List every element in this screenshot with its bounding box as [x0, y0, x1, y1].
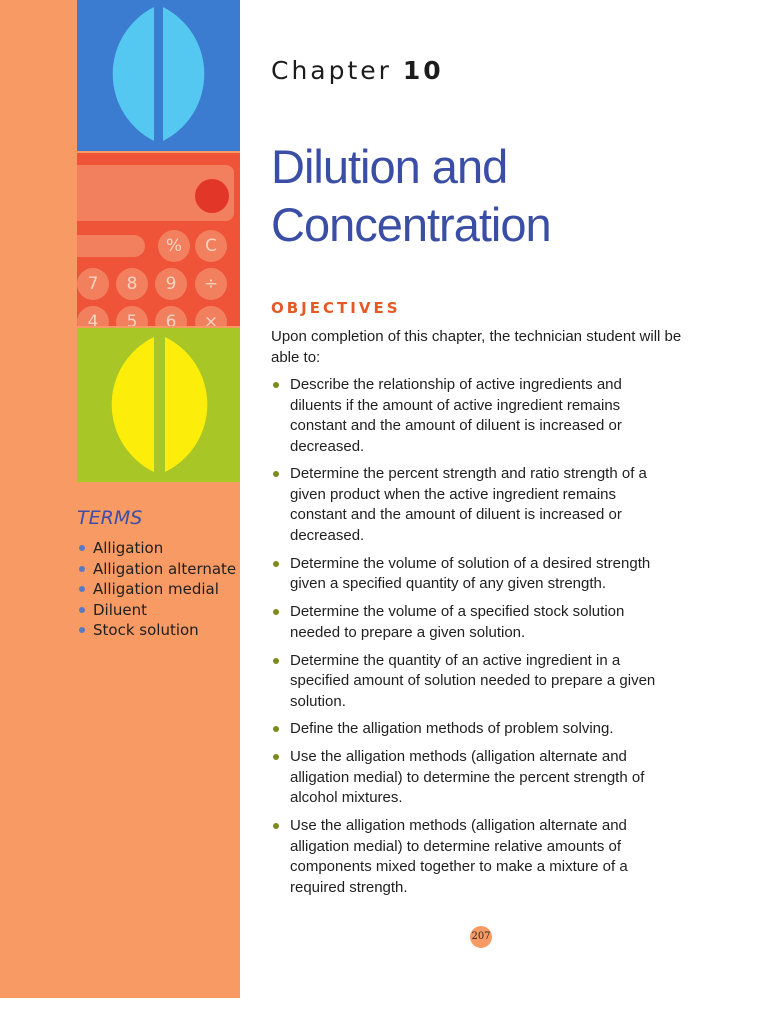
chapter-label	[271, 56, 444, 85]
objectives-list	[271, 375, 671, 906]
calc-key: ×	[195, 306, 227, 326]
sidebar	[0, 0, 240, 998]
calc-key: ÷	[195, 268, 227, 300]
yellow-pill-tile	[77, 328, 240, 482]
chapter-number: 10	[402, 56, 444, 85]
term-item: Diluent	[77, 600, 237, 621]
objective-item: Determine the volume of solution of a desired strength given a specified quantity of any given strength.	[271, 554, 671, 595]
term-item: Alligation medial	[77, 579, 237, 600]
calc-key: 4	[77, 306, 109, 326]
terms-list	[77, 538, 237, 641]
term-item: Stock solution	[77, 620, 237, 641]
term-item: Alligation alternate	[77, 559, 237, 580]
calc-key: 5	[116, 306, 148, 326]
chapter-title	[271, 138, 731, 254]
objective-item: Determine the percent strength and ratio strength of a given product when the active ingredient remains constant and the amount of diluent is increased or decreased.	[271, 464, 671, 546]
calculator-bar	[77, 235, 145, 257]
blue-pill-icon	[77, 0, 240, 151]
calculator-dot-icon	[195, 179, 229, 213]
calc-key: C	[195, 230, 227, 262]
objectives-heading: OBJECTIVES	[271, 299, 401, 317]
page-number: 207	[470, 926, 492, 948]
calc-key: %	[158, 230, 190, 262]
objective-item: Use the alligation methods (alligation alternate and alligation medial) to determine relative amounts of components mixed together to make a mixture of a required strength.	[271, 816, 671, 898]
blue-pill-tile	[77, 0, 240, 151]
calc-key: 7	[77, 268, 109, 300]
term-item: Alligation	[77, 538, 237, 559]
calculator-tile	[77, 153, 240, 326]
objective-item: Determine the quantity of an active ingredient in a specified amount of solution needed to prepare a given solution.	[271, 651, 671, 713]
chapter-title-line-1: Dilution and	[271, 140, 508, 193]
objective-item: Determine the volume of a specified stock solution needed to prepare a given solution.	[271, 602, 671, 643]
calc-key: 8	[116, 268, 148, 300]
objectives-intro: Upon completion of this chapter, the technician student will be able to:	[271, 328, 682, 366]
chapter-title-line-2: Concentration	[271, 198, 551, 251]
chapter-prefix: Chapter	[271, 56, 392, 85]
yellow-pill-icon	[77, 328, 240, 482]
terms-heading: TERMS	[77, 507, 143, 529]
calc-key: 9	[155, 268, 187, 300]
objective-item: Describe the relationship of active ingredients and diluents if the amount of active ingredient remains constant and the amount of diluent is increased or decreased.	[271, 375, 671, 457]
objective-item: Use the alligation methods (alligation alternate and alligation medial) to determine the percent strength of alcohol mixtures.	[271, 747, 671, 809]
calc-key: 6	[155, 306, 187, 326]
objective-item: Define the alligation methods of problem solving.	[271, 719, 671, 740]
